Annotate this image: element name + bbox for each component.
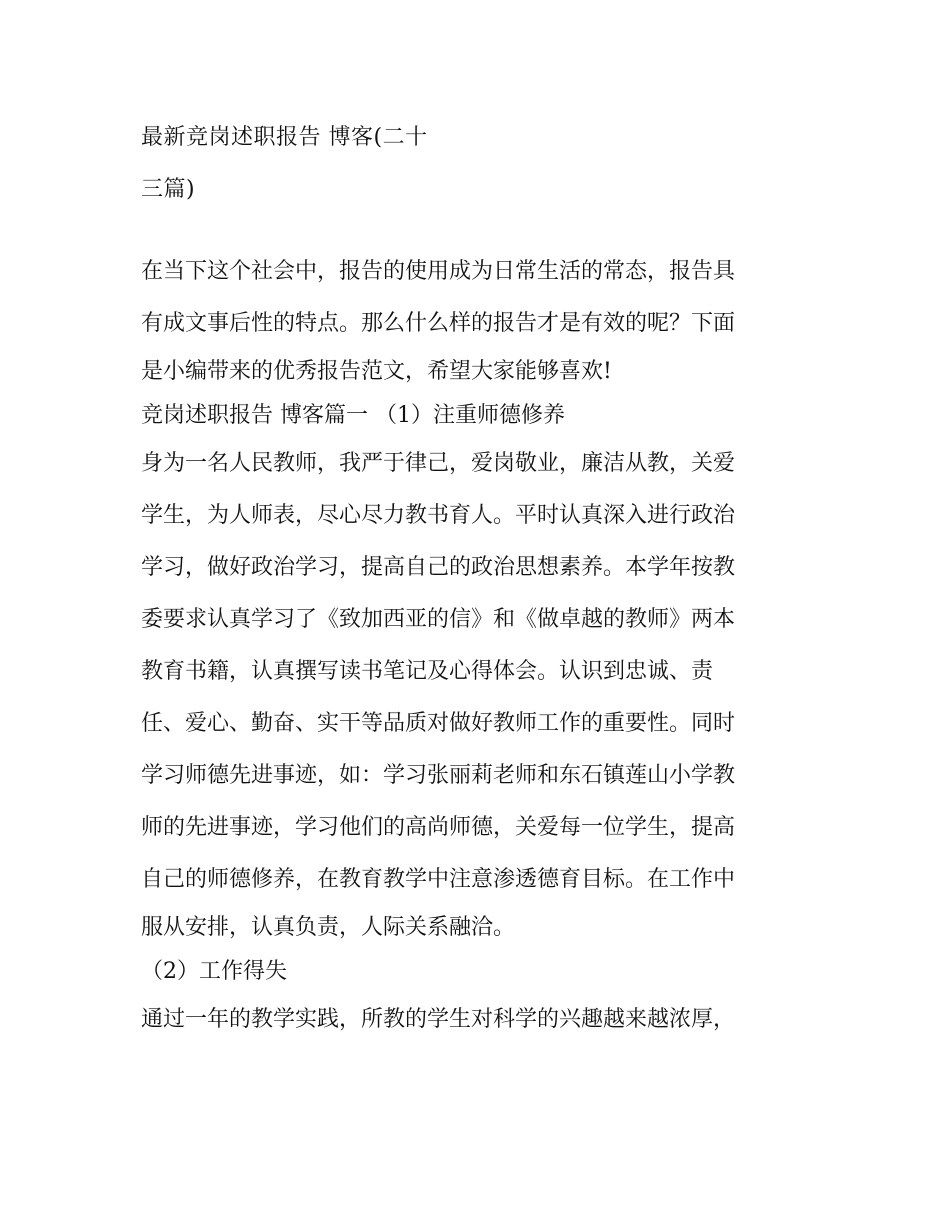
paragraph-line: 自己的师德修养，在教育教学中注意渗透德育目标。在工作中 (141, 867, 736, 892)
paragraph-line: 学生，为人师表，尽心尽力教书育人。平时认真深入进行政治 (141, 503, 736, 528)
paragraph-line: 教育书籍，认真撰写读书笔记及心得体会。认识到忠诚、责 (141, 659, 714, 684)
paragraph-line: 师的先进事迹，学习他们的高尚师德，关爱每一位学生，提高 (141, 815, 736, 840)
paragraph-line: 委要求认真学习了《致加西亚的信》和《做卓越的教师》两本 (141, 607, 736, 632)
subsection-heading: （2）工作得失 (141, 959, 287, 984)
paragraph-line: 服从安排，认真负责，人际关系融洽。 (141, 915, 516, 940)
document-title (141, 112, 813, 216)
paragraph-line: 身为一名人民教师，我严于律己，爱岗敬业，廉洁从教，关爱 (141, 451, 736, 476)
section-heading: 竞岗述职报告 博客篇一 （1）注重师德修养 (141, 403, 565, 428)
intro-line: 是小编带来的优秀报告范文，希望大家能够喜欢! (141, 359, 612, 384)
title-line: 最新竞岗述职报告 博客(二十 (141, 125, 428, 150)
paragraph-line: 通过一年的教学实践，所教的学生对科学的兴趣越来越浓厚， (141, 1007, 736, 1032)
intro-line: 有成文事后性的特点。那么什么样的报告才是有效的呢？下面 (141, 311, 736, 336)
paragraph-line: 任、爱心、勤奋、实干等品质对做好教师工作的重要性。同时 (141, 711, 736, 736)
title-line: 三篇) (141, 177, 196, 202)
document-body (141, 246, 813, 1046)
document-content (141, 112, 813, 1046)
paragraph-line: 学习师德先进事迹，如：学习张丽莉老师和东石镇莲山小学教 (141, 763, 736, 788)
intro-line: 在当下这个社会中，报告的使用成为日常生活的常态，报告具 (141, 259, 736, 284)
paragraph-line: 学习，做好政治学习，提高自己的政治思想素养。本学年按教 (141, 555, 736, 580)
